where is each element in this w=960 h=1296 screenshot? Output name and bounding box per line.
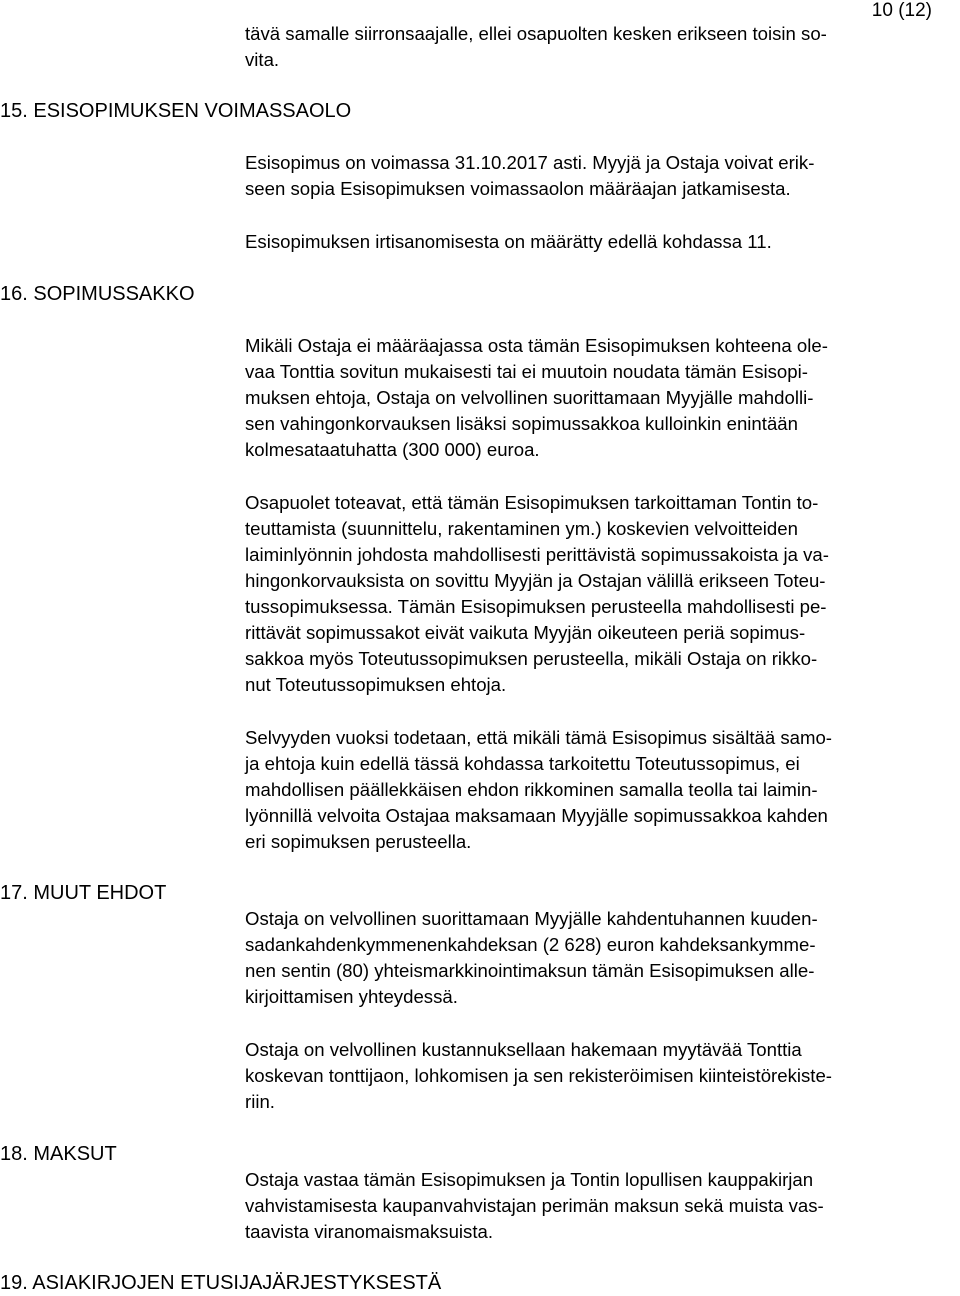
text-line: vaa Tonttia sovitun mukaisesti tai ei muutoin noudata tämän Esisopi- [245, 361, 808, 382]
text-line: rittävät sopimussakot eivät vaikuta Myyjän oikeuteen periä sopimus- [245, 622, 806, 643]
section-15-paragraph-2 [245, 229, 953, 255]
text-line: laiminlyönnin johdosta mahdollisesti perittävistä sopimussakoista ja va- [245, 544, 829, 565]
text-line: vita. [245, 49, 280, 70]
section-19-heading: 19. ASIAKIRJOJEN ETUSIJAJÄRJESTYKSESTÄ [0, 1272, 442, 1294]
text-line: mahdollisen päällekkäisen ehdon rikkominen samalla teolla tai laimin- [245, 779, 818, 800]
text-line: vahvistamisesta kaupanvahvistajan perimän maksun sekä muista vas- [245, 1195, 824, 1216]
section-16-paragraph-2 [245, 490, 953, 698]
text-line: Esisopimus on voimassa 31.10.2017 asti. Myyjä ja Ostaja voivat erik- [245, 152, 815, 173]
section-15-heading: 15. ESISOPIMUKSEN VOIMASSAOLO [0, 100, 352, 122]
paragraph-intro [245, 21, 953, 73]
text-line: nen sentin (80) yhteismarkkinointimaksun tämän Esisopimuksen alle- [245, 960, 815, 981]
section-17-paragraph-2 [245, 1037, 953, 1115]
text-line: Osapuolet toteavat, että tämän Esisopimuksen tarkoittaman Tontin to- [245, 492, 819, 513]
text-line: ja ehtoja kuin edellä tässä kohdassa tarkoitettu Toteutussopimus, ei [245, 753, 800, 774]
text-line: riin. [245, 1091, 275, 1112]
text-line: teuttamista (suunnittelu, rakentaminen ym.) koskevien velvoitteiden [245, 518, 798, 539]
section-17-heading: 17. MUUT EHDOT [0, 882, 167, 904]
text-line: tävä samalle siirronsaajalle, ellei osapuolten kesken erikseen toisin so- [245, 23, 827, 44]
text-line: Ostaja on velvollinen kustannuksellaan hakemaan myytävää Tonttia [245, 1039, 802, 1060]
page-number: 10 (12) [871, 0, 932, 21]
text-line: muksen ehtoja, Ostaja on velvollinen suorittamaan Myyjälle mahdolli- [245, 387, 814, 408]
text-line: kirjoittamisen yhteydessä. [245, 986, 458, 1007]
text-line: Ostaja on velvollinen suorittamaan Myyjälle kahdentuhannen kuuden- [245, 908, 818, 929]
section-16-heading: 16. SOPIMUSSAKKO [0, 283, 195, 305]
text-line: taavista viranomaismaksuista. [245, 1221, 494, 1242]
text-line: hingonkorvauksista on sovittu Myyjän ja Ostajan välillä erikseen Toteu- [245, 570, 826, 591]
text-line: sadankahdenkymmenenkahdeksan (2 628) euron kahdeksankymme- [245, 934, 816, 955]
text-line: lyönnillä velvoita Ostajaa maksamaan Myyjälle sopimussakkoa kahden [245, 805, 828, 826]
text-line: koskevan tonttijaon, lohkomisen ja sen rekisteröimisen kiinteistörekiste- [245, 1065, 833, 1086]
section-15-paragraph-1 [245, 150, 953, 202]
text-line: eri sopimuksen perusteella. [245, 831, 472, 852]
text-line: seen sopia Esisopimuksen voimassaolon määräajan jatkamisesta. [245, 178, 791, 199]
text-line: sen vahingonkorvauksen lisäksi sopimussakkoa kulloinkin enintään [245, 413, 798, 434]
text-line: Mikäli Ostaja ei määräajassa osta tämän Esisopimuksen kohteena ole- [245, 335, 828, 356]
text-line: Ostaja vastaa tämän Esisopimuksen ja Tontin lopullisen kauppakirjan [245, 1169, 814, 1190]
section-17-paragraph-1 [245, 906, 953, 1010]
text-line: kolmesataatuhatta (300 000) euroa. [245, 439, 540, 460]
text-line: nut Toteutussopimuksen ehtoja. [245, 674, 507, 695]
section-16-paragraph-3 [245, 725, 953, 855]
section-18-paragraph-1 [245, 1167, 953, 1245]
text-line: Esisopimuksen irtisanomisesta on määrätty edellä kohdassa 11. [245, 231, 772, 252]
text-line: Selvyyden vuoksi todetaan, että mikäli tämä Esisopimus sisältää samo- [245, 727, 833, 748]
section-18-heading: 18. MAKSUT [0, 1143, 117, 1165]
text-line: tussopimuksessa. Tämän Esisopimuksen perusteella mahdollisesti pe- [245, 596, 827, 617]
text-line: sakkoa myös Toteutussopimuksen perusteella, mikäli Ostaja on rikko- [245, 648, 818, 669]
section-16-paragraph-1 [245, 333, 953, 463]
